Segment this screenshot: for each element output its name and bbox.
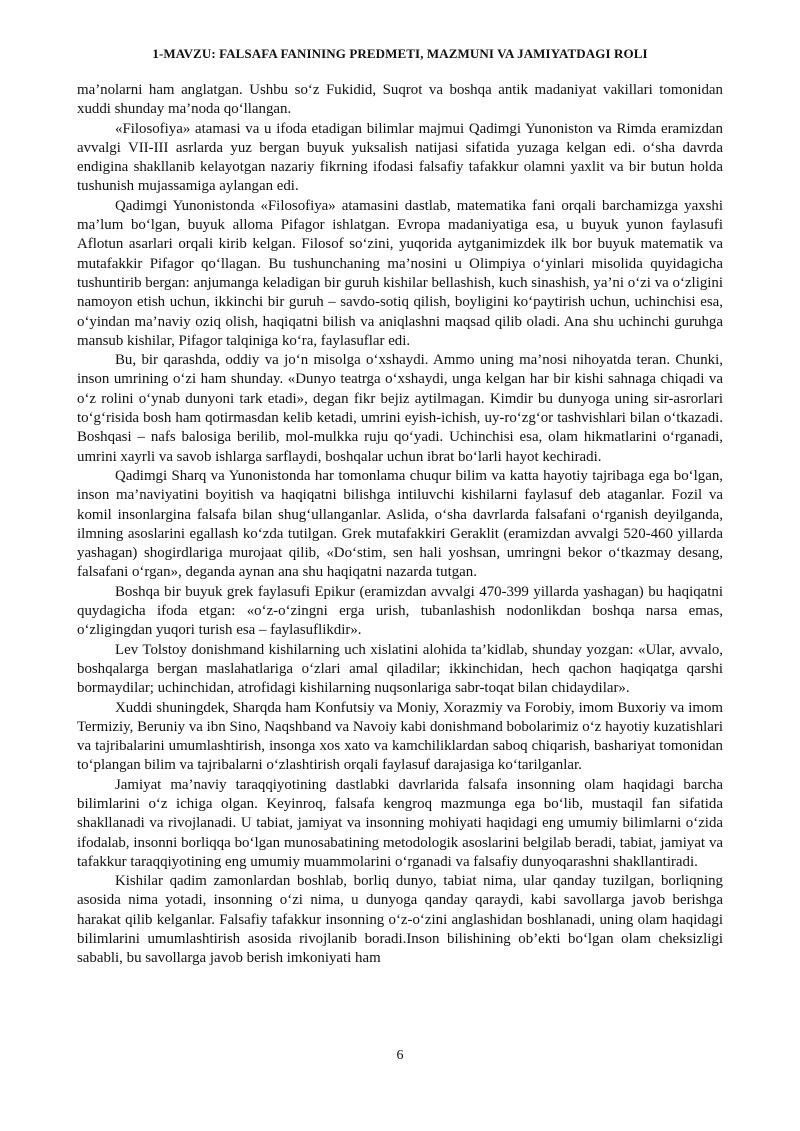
paragraph-1: ma’nolarni ham anglatgan. Ushbu so‘z Fukidid, Suqrot va boshqa antik madaniyat vakillari tomonidan xuddi shunday ma’noda qo‘llangan. xyxy=(77,82,723,118)
paragraph-9: Jamiyat ma’naviy taraqqiyotining dastlabki davrlarida falsafa insonning olam haqidagi barcha bilimlarini o‘z ichiga olgan. Keyinroq, falsafa kengroq mazmunga ega bo‘lib, mustaqil fan sifatida shakllanadi va rivojlanadi. U tabiat, jamiyat va insonning mohiyati haqidagi eng umumiy bilimlarni o‘zida ifodalab, insonni borliqqa bo‘lgan munosabatining metodologik asoslarini belgilab beradi, tabiat, jamiyat va tafakkur taraqqiyotining eng umumiy muammolarini o‘rganadi va falsafiy dunyoqarashni shakllantiradi. xyxy=(77,776,723,870)
page-number: 6 xyxy=(396,1048,404,1063)
paragraph-10: Kishilar qadim zamonlardan boshlab, borliq dunyo, tabiat nima, ular qanday tuzilgan, borliqning asosida nima yotadi, insonning o‘zi nima, u dunyoga qanday qaraydi, kabi savollarga javob berishga harakat qilib kelganlar. Falsafiy tafakkur insonning o‘z-o‘zini anglashidan boshlanadi, uning olam haqidagi bilimlarini umumlashtirish asosida rivojlanib boradi.Inson bilishining ob’ekti bo‘lgan olam cheksizligi sababli, bu savollarga javob berish imkoniyati ham xyxy=(77,873,723,967)
paragraph-4: Bu, bir qarashda, oddiy va jo‘n misolga o‘xshaydi. Ammo uning ma’nosi nihoyatda teran. Chunki, inson umrining o‘zi ham shunday. «Dunyo teatrga o‘xshaydi, unga kelgan har bir kishi sahnaga chiqadi va o‘z rolini o‘ynab dunyoni tark etadi», degan fikr bejiz aytilmagan. Kimdir bu dunyoga uning sir-asrorlari to‘g‘risida bosh ham qotirmasdan kelib ketadi, umrini eyish-ichish, uy-ro‘zg‘or tashvishlari bilan o‘tkazadi. Boshqasi – nafs balosiga berilib, mol-mulkka ruju qo‘yadi. Uchinchisi esa, olam hikmatlarini o‘rganadi, umrini xayrli va savob ishlarga sarflaydi, boshqalar uchun ibrat bo‘larli hayot kechiradi. xyxy=(77,352,723,465)
page-header-title: 1-MAVZU: FALSAFA FANINING PREDMETI, MAZMUNI VA JAMIYATDAGI ROLI xyxy=(152,46,648,61)
paragraph-7: Lev Tolstoy donishmand kishilarning uch xislatini alohida ta’kidlab, shunday yozgan: «Ular, avvalo, boshqalarga bergan maslahatlariga o‘zlari amal qiladilar; ikkinchidan, hech qachon haqiqatga qarshi bormaydilar; uchinchidan, atrofidagi kishilarning nuqsonlariga sabr-toqat bilan chidaydilar». xyxy=(77,641,723,697)
body-text xyxy=(77,81,723,969)
paragraph-6: Boshqa bir buyuk grek faylasufi Epikur (eramizdan avvalgi 470-399 yillarda yashagan) bu haqiqatni quydagicha ifoda etgan: «o‘z-o‘zingni erga urish, tubanlashish nodonlikdan boshqa narsa emas, o‘zligingdan yuqori turish esa – faylasuflikdir». xyxy=(77,583,723,639)
paragraph-3: Qadimgi Yunonistonda «Filosofiya» atamasini dastlab, matematika fani orqali barchamizga yaxshi ma’lum bo‘lgan, buyuk alloma Pifagor ishlatgan. Evropa madaniyatiga esa, u buyuk yunon faylasufi Aflotun asarlari orqali kirib kelgan. Filosof so‘zini, yuqorida aytganimizdek ilk bor buyuk matematik va mutafakkir Pifagor qo‘llagan. Bu tushunchaning ma’nosini u Olimpiya o‘yinlari misolida quyidagicha tushuntirib bergan: anjumanga keladigan bir guruh kishilar bellashish, kuch sinashish, ya’ni o‘zi va o‘zligini namoyon etish uchun, ikkinchi bir guruh – savdo-sotiq qilish, boyligini ko‘paytirish uchun, uchinchisi esa, o‘yindan ma’naviy oziq olish, haqiqatni bilish va aniqlashni maqsad qilib oladi. Ana shu uchinchi guruhga mansub kishilar, Pifagor talqiniga ko‘ra, faylasuflar edi. xyxy=(77,197,723,349)
paragraph-5: Qadimgi Sharq va Yunonistonda har tomonlama chuqur bilim va katta hayotiy tajribaga ega bo‘lgan, inson ma’naviyatini boyitish va haqiqatni bilishga intiluvchi kishilarni faylasuf deb ataganlar. Fozil va komil insonlargina falsafa bilan shug‘ullanganlar. Aslida, o‘sha davrlarda falsafani o‘rganish deyilganda, ilmning asoslarini egallash ko‘zda tutilgan. Grek mutafakkiri Geraklit (eramizdan avvalgi 520-460 yillarda yashagan) shogirdlariga murojaat qilib, «Do‘stim, sen hali yoshsan, umringni bekor o‘tkazmay desang, falsafani o‘rgan», deganda aynan ana shu haqiqatni nazarda tutgan. xyxy=(77,467,723,581)
paragraph-2: «Filosofiya» atamasi va u ifoda etadigan bilimlar majmui Qadimgi Yunoniston va Rimda eramizdan avvalgi VII-III asrlarda yuz bergan buyuk yuksalish natijasi sifatida yuzaga kelgan edi. o‘sha davrda endigina shakllanib kelayotgan nazariy fikrning ifodasi falsafiy tafakkur olamni yaxlit va bir butun holda tushunish mujassamiga aylangan edi. xyxy=(77,120,723,195)
paragraph-8: Xuddi shuningdek, Sharqda ham Konfutsiy va Moniy, Xorazmiy va Forobiy, imom Buxoriy va imom Termiziy, Beruniy va ibn Sino, Naqshband va Navoiy kabi donishmand bobolarimiz o‘z hayotiy kuzatishlari va tajribalarini umumlashtirish, insonga xos xato va kamchiliklardan saboq chiqarish, bashariyat tomonidan to‘plangan bilim va tajribalarni o‘zlashtirish orqali faylasuf darajasiga ko‘tarilganlar. xyxy=(77,699,723,774)
